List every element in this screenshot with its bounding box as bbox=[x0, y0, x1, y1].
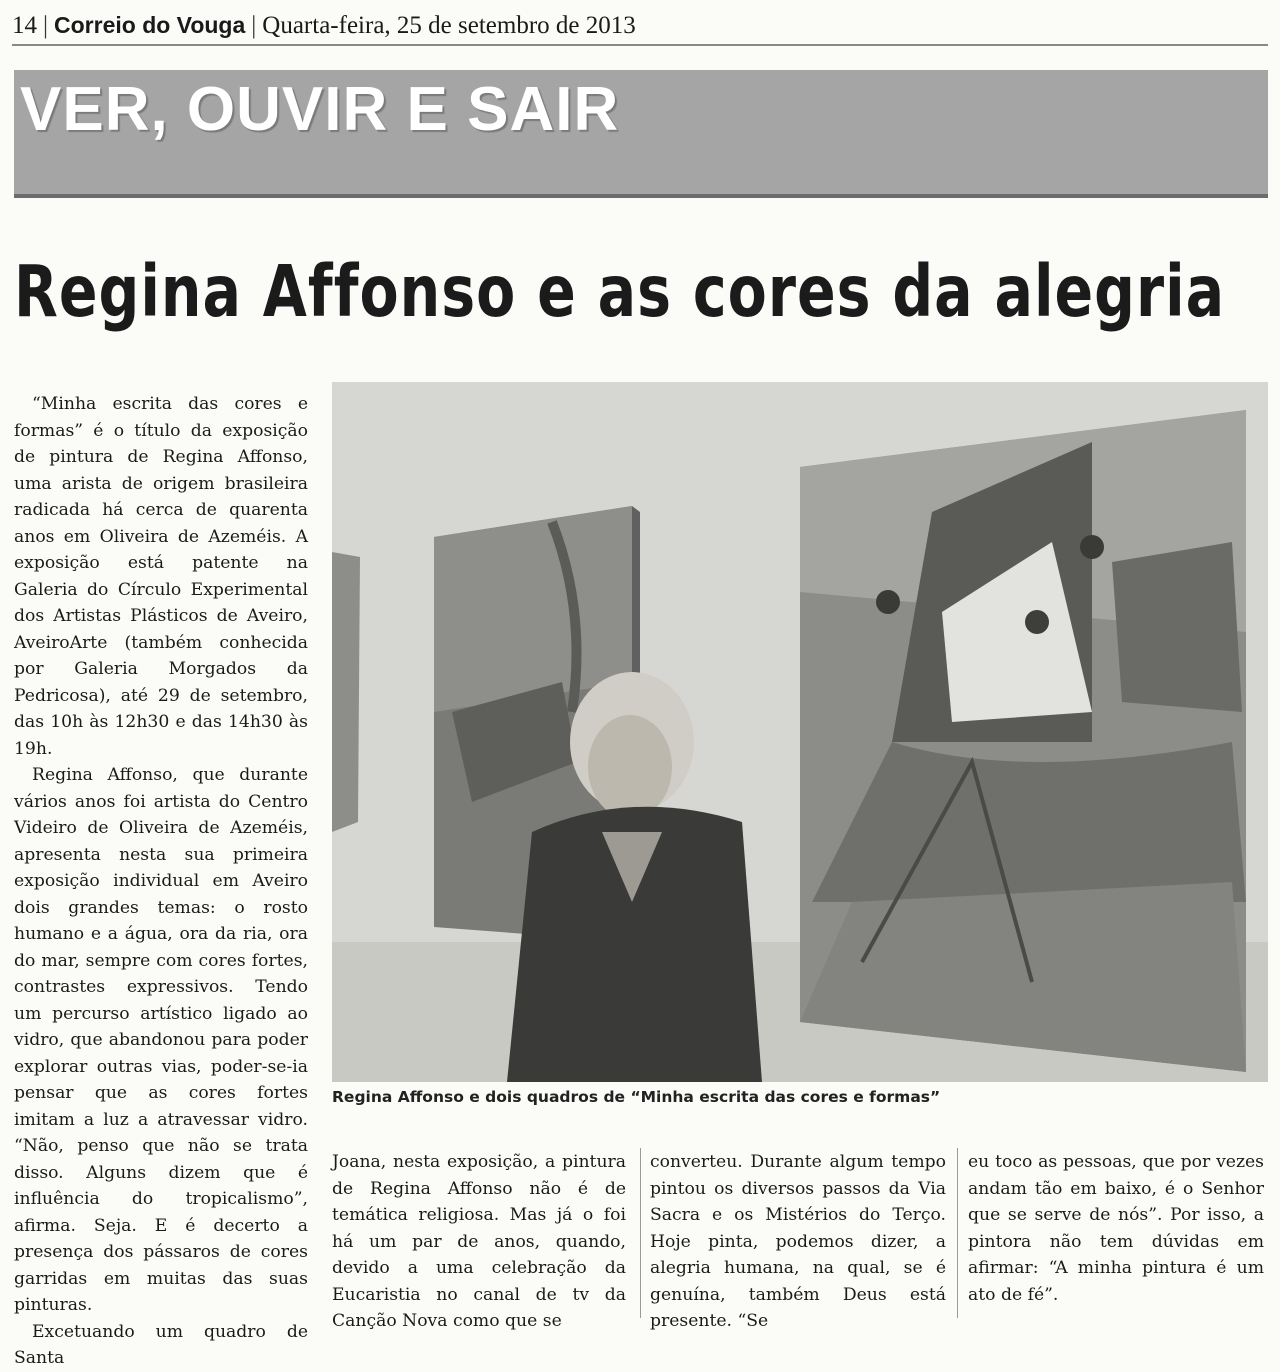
column-divider bbox=[640, 1148, 641, 1318]
article-paragraph: Regina Affonso, que durante vários anos foi artista do Centro Videiro de Oliveira de Azeméis, apresenta nesta sua primeira exposição individual em Aveiro dois grandes temas: o rosto humano e a água, ora da ria, ora do mar, sempre com cores fortes, contrastes expressivos. Tendo um percurso artístico ligado ao vidro, que abandonou para poder explorar outras vias, poder-se-ia pensar que as cores fortes imitam a luz a atravessar vidro. “Não, penso que não se trata disso. Alguns dizem que é influência do tropicalismo”, afirma. Seja. E é decerto a presença dos pássaros de cores garridas em muitas das suas pinturas. bbox=[14, 765, 308, 1315]
section-title: VER, OUVIR E SAIR bbox=[20, 75, 620, 144]
header-rule bbox=[12, 44, 1268, 46]
article-paragraph: converteu. Durante algum tempo pintou os diversos passos da Via Sacra e os Mistérios do Terço. Hoje pinta, podemos dizer, a alegria humana, na qual, se é genuína, também Deus está presente. “Se bbox=[650, 1152, 946, 1331]
photo-illustration bbox=[332, 382, 1268, 1082]
article-column-3 bbox=[650, 1149, 946, 1335]
article-paragraph: “Minha escrita das cores e formas” é o título da exposição de pintura de Regina Affonso, uma arista de origem brasileira radicada há cerca de quarenta anos em Oliveira de Azeméis. A exposição está patente na Galeria do Círculo Experimental dos Artistas Plásticos de Aveiro, AveiroArte (também conhecida por Galeria Morgados da Pedricosa), até 29 de setembro, das 10h às 12h30 e das 14h30 às 19h. bbox=[14, 394, 308, 759]
column-divider bbox=[957, 1148, 958, 1318]
page-number: 14 bbox=[12, 12, 37, 39]
page-header bbox=[12, 8, 1272, 42]
article-headline: Regina Affonso e as cores da alegria bbox=[14, 251, 1226, 334]
article-paragraph: Excetuando um quadro de Santa bbox=[14, 1321, 308, 1368]
newspaper-name: Correio do Vouga bbox=[54, 12, 246, 38]
article-paragraph: Joana, nesta exposição, a pintura de Regina Affonso não é de temática religiosa. Mas já o foi há um par de anos, quando, devido a uma celebração da Eucaristia no canal de tv da Canção Nova como que se bbox=[332, 1152, 626, 1331]
header-separator: | bbox=[251, 12, 257, 39]
article-paragraph: eu toco as pessoas, que por vezes andam tão em baixo, é o Senhor que se serve de nós”. Por isso, a pintora não tem dúvidas em afirmar: “A minha pintura é um ato de fé”. bbox=[968, 1152, 1264, 1305]
photo-caption: Regina Affonso e dois quadros de “Minha escrita das cores e formas” bbox=[332, 1088, 941, 1106]
section-band bbox=[14, 70, 1268, 198]
header-separator: | bbox=[43, 12, 49, 39]
article-column-1 bbox=[14, 391, 308, 1372]
article-column-2 bbox=[332, 1149, 626, 1335]
issue-date: Quarta-feira, 25 de setembro de 2013 bbox=[262, 12, 636, 39]
article-photo bbox=[332, 382, 1268, 1082]
article-column-4 bbox=[968, 1149, 1264, 1308]
